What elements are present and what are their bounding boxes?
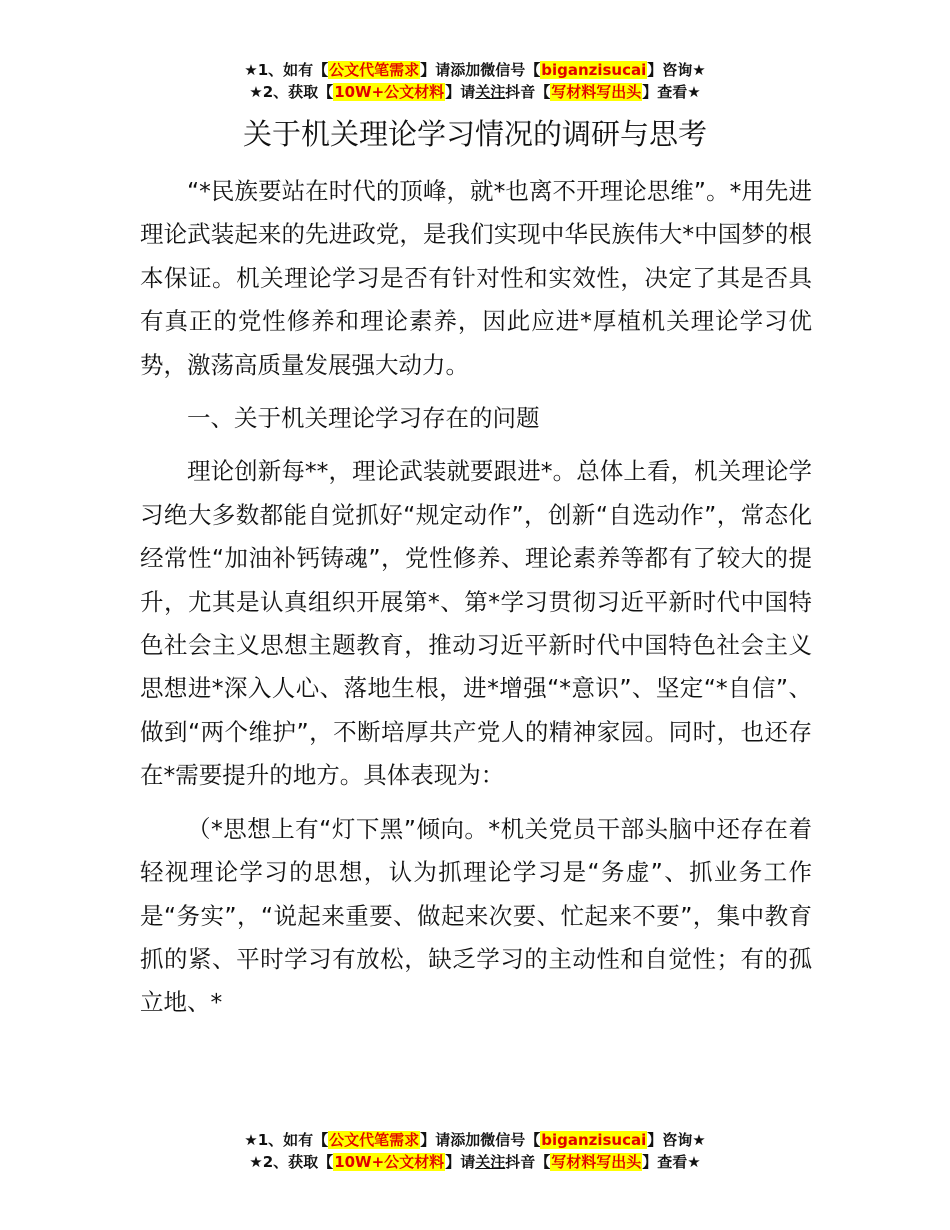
promo-text: 】查看★ — [642, 1153, 701, 1171]
promo-text: 】请 — [445, 83, 476, 101]
promo-text: 】咨询★ — [647, 1131, 706, 1149]
paragraph-overview: 理论创新每**，理论武装就要跟进*。总体上看，机关理论学习绝大多数都能自觉抓好“规定动作”，创新“自选动作”，常态化经常性“加油补钙铸魂”，党性修养、理论素养等都有了较大的提升，尤其是认真组织开展第*、第*学习贯彻习近平新时代中国特色社会主义思想主题教育，推动习近平新时代中国特色社会主义思想进*深入人心、落地生根，进*增强“*意识”、坚定“*自信”、做到“两个维护”，不断培厚共产党人的精神家园。同时，也还存在*需要提升的地方。具体表现为： — [140, 457, 812, 790]
document-body — [140, 170, 812, 1025]
promo-underline: 关注 — [475, 83, 506, 101]
promo-highlight: 10W+公文材料 — [334, 83, 445, 101]
promo-line-1 — [0, 1129, 950, 1151]
promo-text: 】请添加微信号【 — [420, 61, 541, 79]
promo-text: 】咨询★ — [647, 61, 706, 79]
section-heading: 一、关于机关理论学习存在的问题 — [187, 404, 540, 433]
promo-banner-bottom — [0, 1129, 950, 1173]
promo-text: ★1、如有【 — [244, 61, 329, 79]
promo-text: 】查看★ — [642, 83, 701, 101]
paragraph-intro: “*民族要站在时代的顶峰，就*也离不开理论思维”。*用先进理论武装起来的先进政党，是我们实现中华民族伟大*中国梦的根本保证。机关理论学习是否有针对性和实效性，决定了其是否具有真正的党性修养和理论素养，因此应进*厚植机关理论学习优势，激荡高质量发展强大动力。 — [140, 177, 812, 379]
promo-highlight-wechat-id: biganzisucai — [541, 1131, 647, 1149]
promo-text: 】请 — [445, 1153, 476, 1171]
document-title: 关于机关理论学习情况的调研与思考 — [242, 117, 707, 151]
promo-text: ★2、获取【 — [249, 1153, 334, 1171]
promo-highlight: 写材料写出头 — [551, 83, 642, 101]
promo-line-2 — [0, 1151, 950, 1173]
promo-highlight: 公文代笔需求 — [329, 61, 420, 79]
promo-text: 抖音【 — [505, 83, 551, 101]
promo-underline: 关注 — [475, 1153, 506, 1171]
promo-highlight: 公文代笔需求 — [329, 1131, 420, 1149]
promo-banner-top — [0, 59, 950, 103]
paragraph-point-1: （*思想上有“灯下黑”倾向。*机关党员干部头脑中还存在着轻视理论学习的思想，认为抓理论学习是“务虚”、抓业务工作是“务实”，“说起来重要、做起来次要、忙起来不要”，集中教育抓的紧、平时学习有放松，缺乏学习的主动性和自觉性；有的孤立地、* — [140, 814, 812, 1017]
promo-line-2 — [0, 81, 950, 103]
promo-text: 抖音【 — [505, 1153, 551, 1171]
promo-text: 】请添加微信号【 — [420, 1131, 541, 1149]
promo-highlight: 写材料写出头 — [551, 1153, 642, 1171]
promo-highlight: 10W+公文材料 — [334, 1153, 445, 1171]
promo-highlight-wechat-id: biganzisucai — [541, 61, 647, 79]
promo-text: ★1、如有【 — [244, 1131, 329, 1149]
promo-text: ★2、获取【 — [249, 83, 334, 101]
promo-line-1 — [0, 59, 950, 81]
